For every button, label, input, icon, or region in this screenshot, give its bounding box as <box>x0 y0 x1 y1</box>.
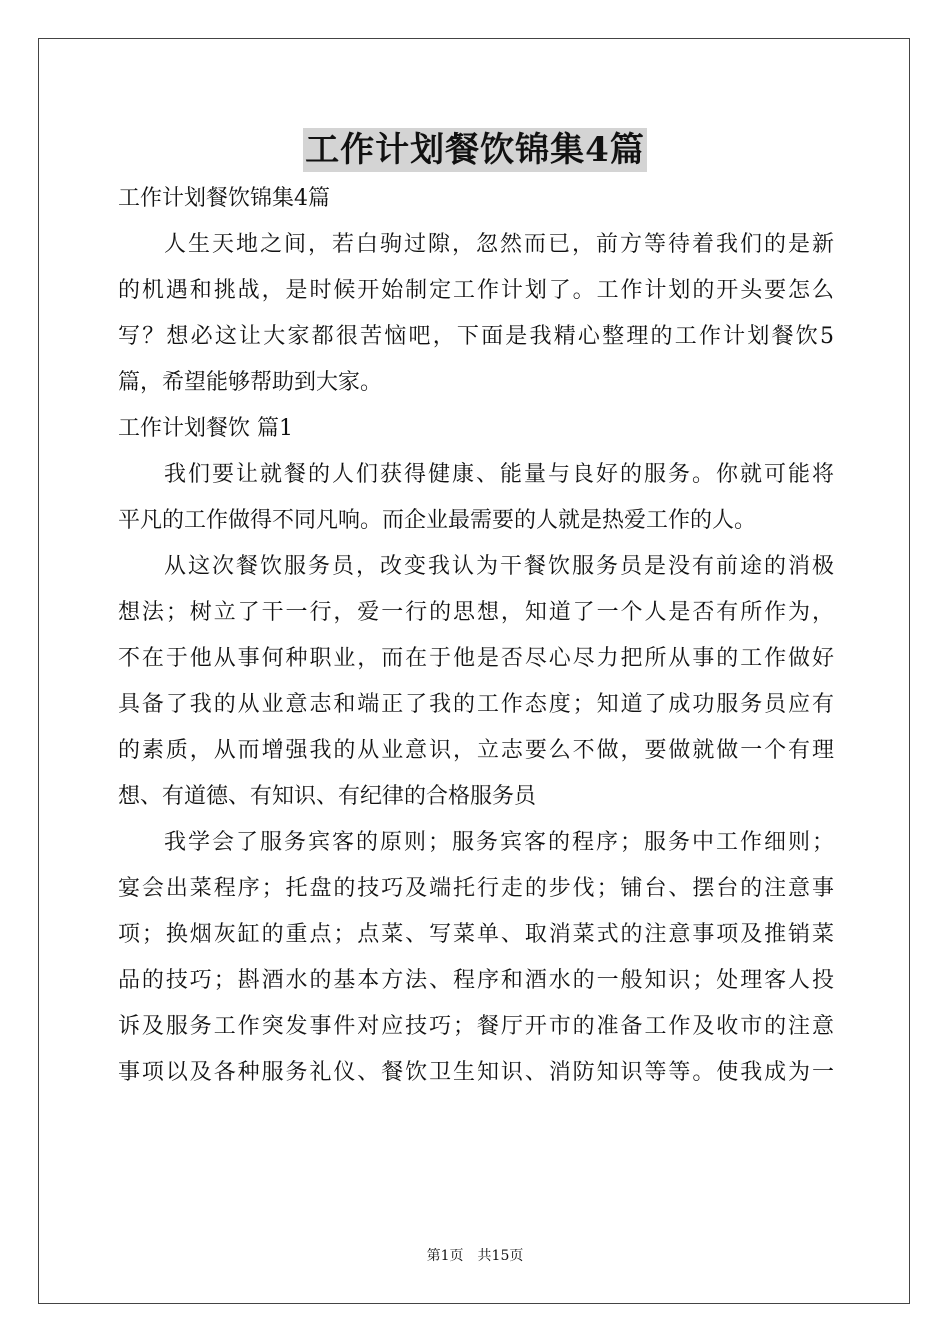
page-footer <box>0 1246 950 1266</box>
paragraph-line: 想、有道德、有知识、有纪律的合格服务员 <box>118 784 537 809</box>
paragraph-line: 诉及服务工作突发事件对应技巧；餐厅开市的准备工作及收市的注意 <box>118 1014 834 1039</box>
paragraph-line: 具备了我的从业意志和端正了我的工作态度；知道了成功服务员应有 <box>118 692 834 717</box>
title-container <box>0 128 950 172</box>
paragraph-line: 不在于他从事何种职业，而在于他是否尽心尽力把所从事的工作做好 <box>118 646 834 671</box>
paragraph-line: 写？想必这让大家都很苦恼吧，下面是我精心整理的工作计划餐饮5 <box>118 324 834 349</box>
document-title: 工作计划餐饮锦集4篇 <box>305 130 645 170</box>
subtitle-line: 工作计划餐饮锦集4篇 <box>118 186 330 211</box>
paragraph-line: 我们要让就餐的人们获得健康、能量与良好的服务。你就可能将 <box>164 462 834 487</box>
paragraph-line: 的机遇和挑战，是时候开始制定工作计划了。工作计划的开头要怎么 <box>118 278 834 303</box>
page-total: 共15页 <box>477 1248 524 1264</box>
paragraph-line: 从这次餐饮服务员，改变我认为干餐饮服务员是没有前途的消极 <box>164 554 834 579</box>
paragraph-line: 事项以及各种服务礼仪、餐饮卫生知识、消防知识等等。使我成为一 <box>118 1060 834 1085</box>
paragraph-line: 宴会出菜程序；托盘的技巧及端托行走的步伐；铺台、摆台的注意事 <box>118 876 834 901</box>
page-number: 第1页 <box>426 1248 464 1264</box>
paragraph-line: 品的技巧；斟酒水的基本方法、程序和酒水的一般知识；处理客人投 <box>118 968 834 993</box>
document-body <box>118 176 834 1096</box>
paragraph-line: 篇，希望能够帮助到大家。 <box>118 370 383 395</box>
paragraph-line: 人生天地之间，若白驹过隙，忽然而已，前方等待着我们的是新 <box>164 232 834 257</box>
paragraph-line: 平凡的工作做得不同凡响。而企业最需要的人就是热爱工作的人。 <box>118 508 757 533</box>
paragraph-line: 想法；树立了干一行，爱一行的思想，知道了一个人是否有所作为， <box>118 600 834 625</box>
paragraph-line: 我学会了服务宾客的原则；服务宾客的程序；服务中工作细则； <box>164 830 834 855</box>
paragraph-line: 项；换烟灰缸的重点；点菜、写菜单、取消菜式的注意事项及推销菜 <box>118 922 834 947</box>
paragraph-line: 的素质，从而增强我的从业意识，立志要么不做，要做就做一个有理 <box>118 738 834 763</box>
section-heading: 工作计划餐饮 篇1 <box>118 416 293 441</box>
